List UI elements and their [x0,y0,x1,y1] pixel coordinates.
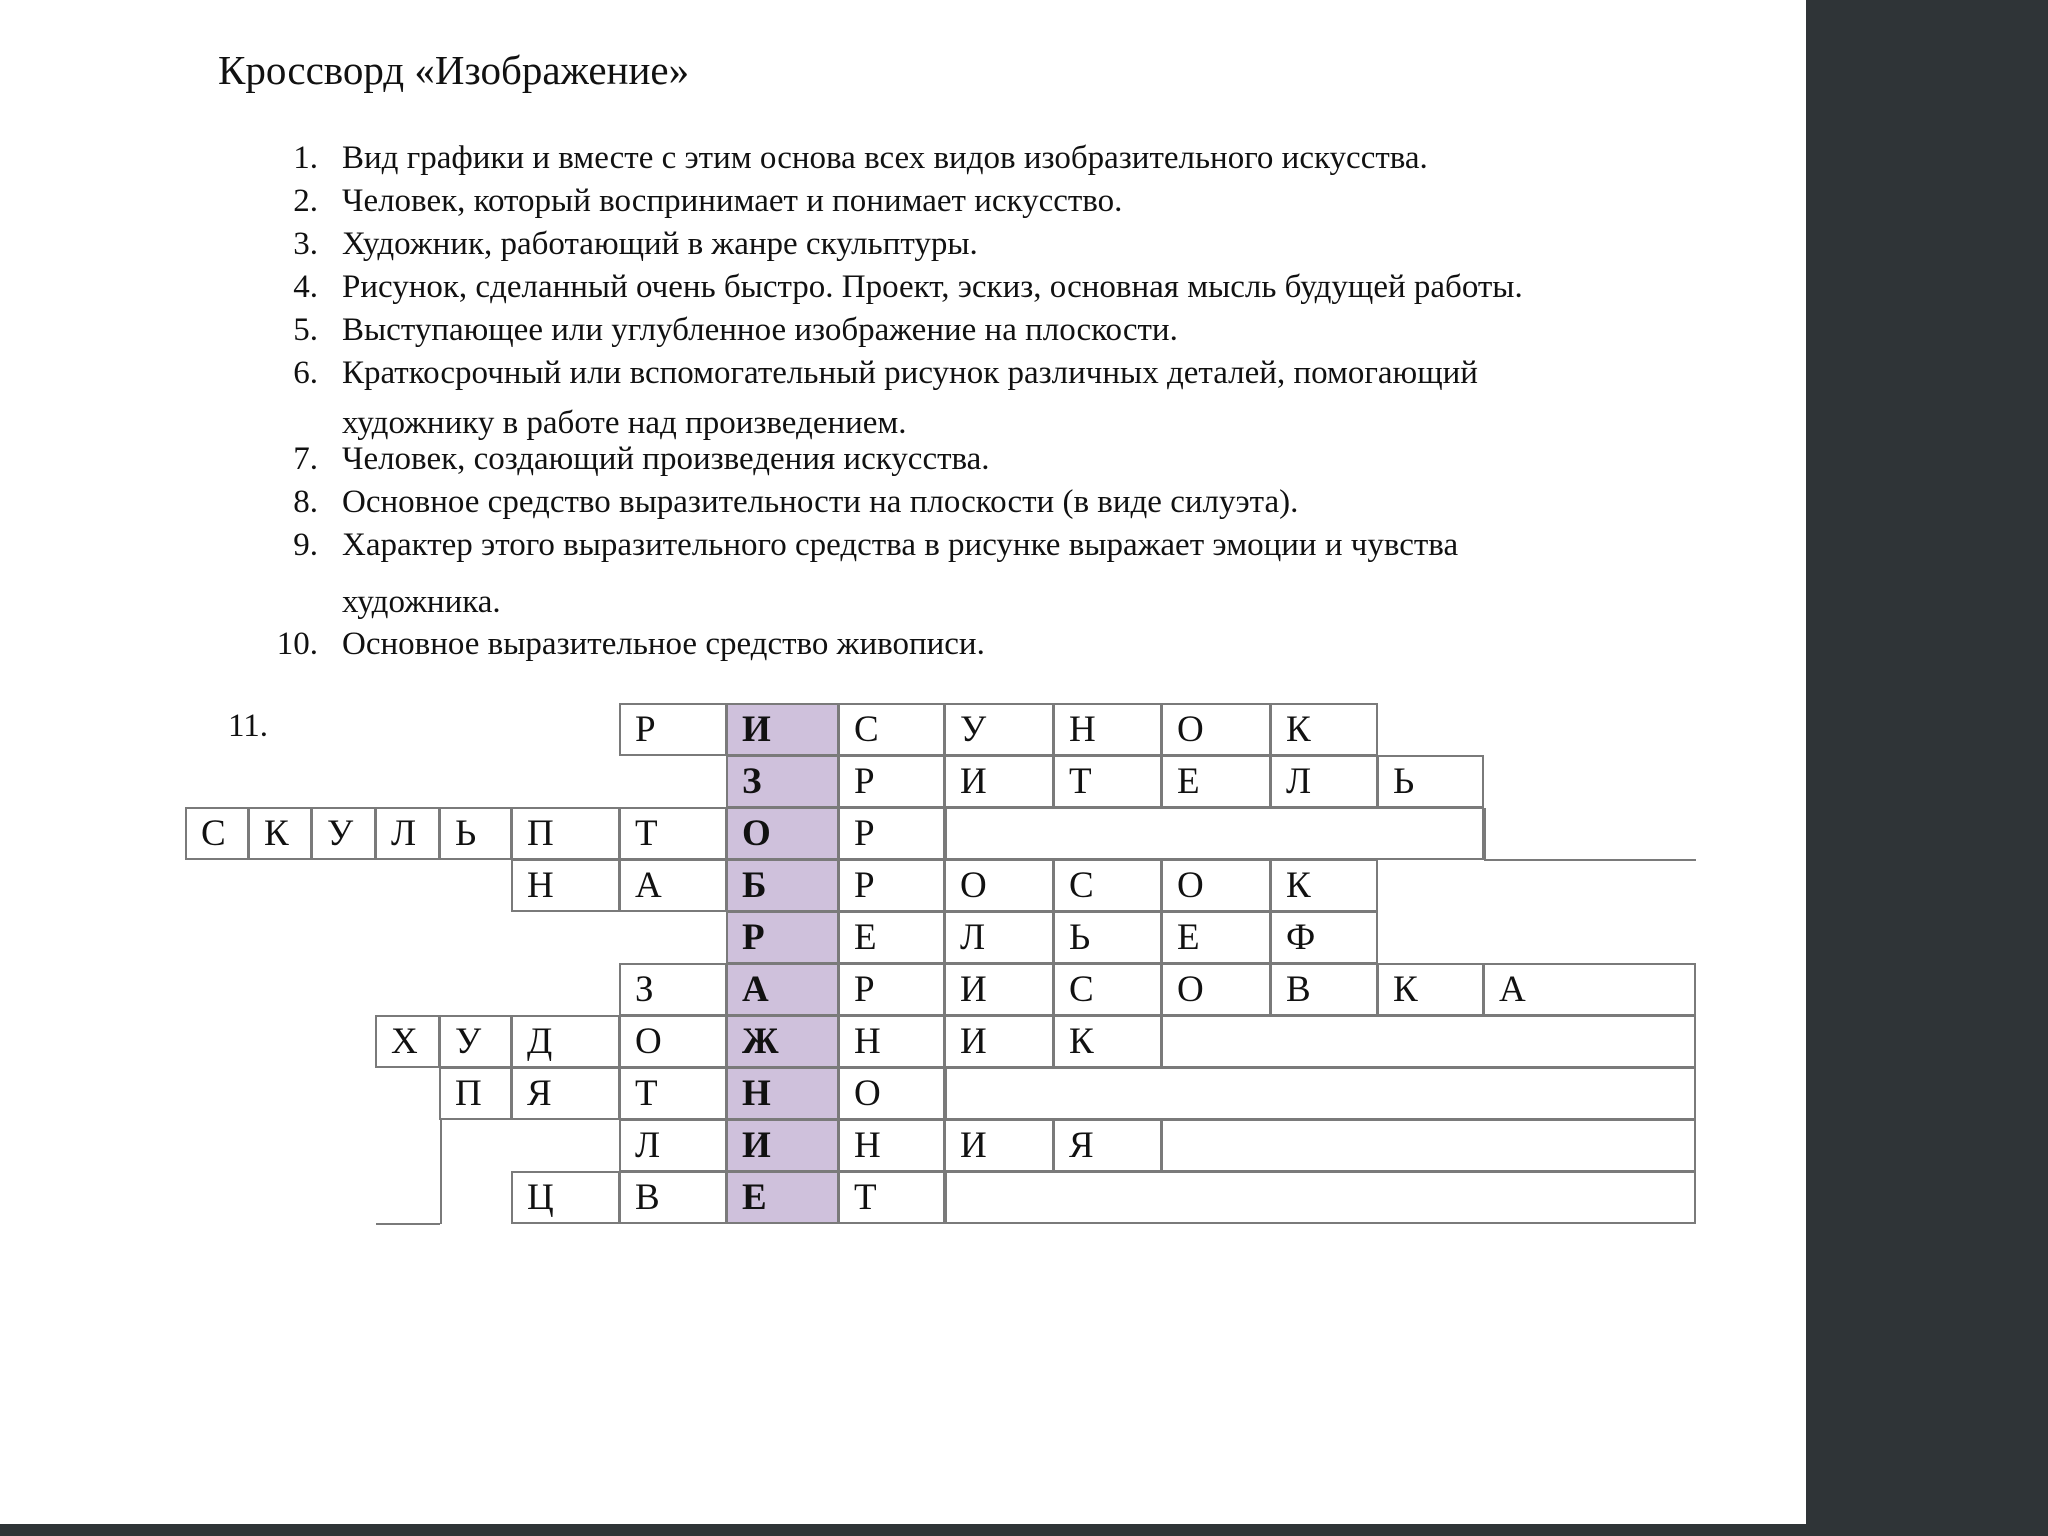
crossword-cell: С [1053,859,1162,912]
crossword-cell: Ь [1053,911,1162,964]
clue-number: 6. [293,355,318,391]
keyword-cell: Р [726,911,839,964]
keyword-cell: Ж [726,1015,839,1068]
grid-number-label: 11. [228,708,269,744]
crossword-cell: К [1270,859,1378,912]
crossword-cell: С [1053,963,1162,1016]
crossword-blank-bar [1161,1015,1696,1068]
crossword-cell: Ц [511,1171,620,1224]
crossword-cell: О [619,1015,727,1068]
crossword-cell: К [1377,963,1484,1016]
crossword-cell: Е [838,911,945,964]
document-title: Кроссворд «Изображение» [218,47,690,93]
crossword-cell: Я [1053,1119,1162,1172]
crossword-cell: П [511,807,620,860]
clue-number: 8. [293,484,318,520]
crossword-cell: И [944,755,1054,808]
clue-text: Выступающее или углубленное изображение на плоскости. [342,312,1178,348]
clue-text: Человек, который воспринимает и понимает искусство. [342,183,1123,219]
crossword-cell: Р [838,859,945,912]
clue-number: 7. [293,441,318,477]
crossword-cell: Л [944,911,1054,964]
crossword-cell: З [619,963,727,1016]
keyword-cell: А [726,963,839,1016]
clue-number: 9. [293,527,318,563]
crossword-cell: К [248,807,312,860]
clue-text: художнику в работе над произведением. [342,405,907,441]
crossword-cell: К [1053,1015,1162,1068]
keyword-cell: Е [726,1171,839,1224]
crossword-cell: И [944,1119,1054,1172]
keyword-cell: З [726,755,839,808]
crossword-cell: И [944,1015,1054,1068]
clue-text: Характер этого выразительного средства в рисунке выражает эмоции и чувства [342,527,1459,563]
crossword-cell: Е [1161,755,1271,808]
crossword-outline-line [1484,859,1696,861]
crossword-cell: П [439,1067,512,1120]
crossword-cell: О [944,859,1054,912]
keyword-cell: Н [726,1067,839,1120]
clue-text: Рисунок, сделанный очень быстро. Проект, эскиз, основная мысль будущей работы. [342,269,1523,305]
crossword-cell: С [185,807,249,860]
crossword-cell: О [1161,859,1271,912]
clue-text: Основное средство выразительности на плоскости (в виде силуэта). [342,484,1299,520]
crossword-cell: Л [1270,755,1378,808]
crossword-blank-bar [945,1171,1696,1224]
crossword-cell: Р [619,703,727,756]
crossword-cell: В [619,1171,727,1224]
crossword-cell: Н [838,1119,945,1172]
crossword-cell: А [1483,963,1696,1016]
crossword-cell: А [619,859,727,912]
crossword-cell: Н [838,1015,945,1068]
clue-number: 10. [276,626,318,662]
crossword-cell: У [439,1015,512,1068]
keyword-cell: Б [726,859,839,912]
clue-text: Художник, работающий в жанре скульптуры. [342,226,978,262]
crossword-cell: Х [375,1015,440,1068]
crossword-cell: Е [1161,911,1271,964]
crossword-blank-bar [1161,1119,1696,1172]
clue-number: 2. [293,183,318,219]
crossword-outline-line [376,1223,440,1225]
crossword-cell: Я [511,1067,620,1120]
crossword-cell: Ф [1270,911,1378,964]
keyword-cell: И [726,1119,839,1172]
crossword-blank-bar [945,807,1484,860]
crossword-cell: Ь [1377,755,1484,808]
crossword-cell: К [1270,703,1378,756]
viewer-bottom-bar [0,1524,2048,1536]
crossword-cell: У [944,703,1054,756]
crossword-cell: Л [375,807,440,860]
clue-text: художника. [342,584,501,620]
crossword-cell: С [838,703,945,756]
crossword-cell: Д [511,1015,620,1068]
clue-text: Человек, создающий произведения искусства. [342,441,990,477]
crossword-cell: О [1161,703,1271,756]
clue-text: Вид графики и вместе с этим основа всех видов изобразительного искусства. [342,140,1428,176]
clue-text: Краткосрочный или вспомогательный рисунок различных деталей, помогающий [342,355,1478,391]
crossword-cell: О [838,1067,945,1120]
crossword-cell: Ь [439,807,512,860]
crossword-cell: Т [1053,755,1162,808]
clue-text: Основное выразительное средство живописи. [342,626,985,662]
crossword-cell: И [944,963,1054,1016]
crossword-blank-bar [945,1067,1696,1120]
clue-number: 1. [293,140,318,176]
crossword-outline-line [1484,808,1486,860]
keyword-cell: И [726,703,839,756]
crossword-outline-line [440,1120,442,1224]
clue-number: 5. [293,312,318,348]
crossword-cell: Р [838,755,945,808]
keyword-cell: О [726,807,839,860]
crossword-cell: Т [838,1171,945,1224]
crossword-cell: Н [511,859,620,912]
clue-number: 3. [293,226,318,262]
crossword-cell: Р [838,807,945,860]
crossword-cell: В [1270,963,1378,1016]
crossword-cell: У [311,807,376,860]
crossword-cell: Н [1053,703,1162,756]
crossword-cell: О [1161,963,1271,1016]
crossword-cell: Л [619,1119,727,1172]
crossword-cell: Р [838,963,945,1016]
crossword-cell: Т [619,807,727,860]
clue-number: 4. [293,269,318,305]
crossword-cell: Т [619,1067,727,1120]
